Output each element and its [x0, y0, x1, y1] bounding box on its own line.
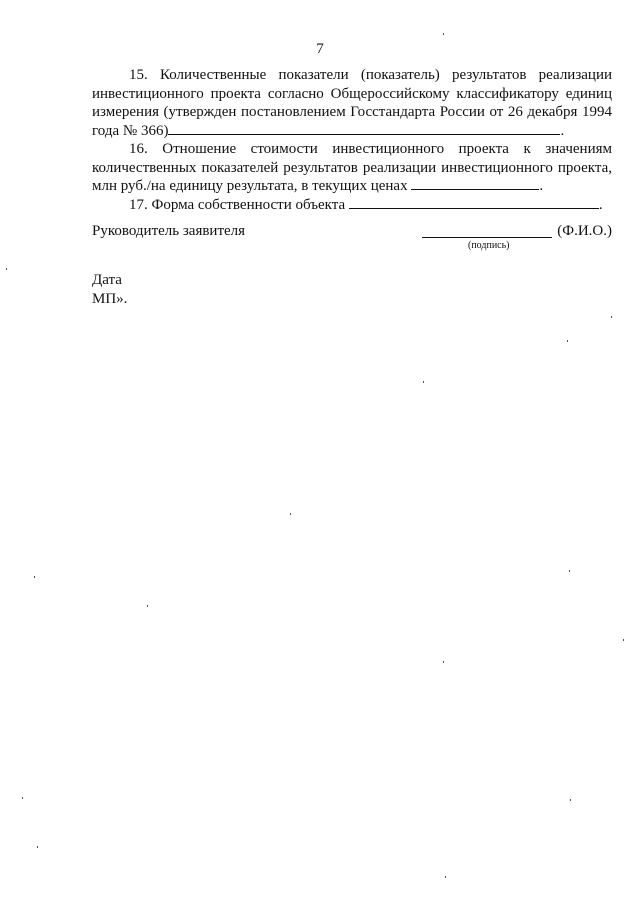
scan-speck	[443, 661, 444, 663]
scan-speck	[443, 33, 444, 35]
page-number: 7	[316, 41, 324, 57]
item-16-end: .	[539, 178, 544, 194]
seal-label: МП».	[92, 290, 128, 307]
item-15-blank	[168, 122, 560, 135]
item-15	[92, 66, 612, 140]
item-16	[92, 140, 612, 196]
item-17-text: 17. Форма собственности объекта	[129, 196, 346, 213]
scan-speck	[623, 639, 624, 641]
signature-row	[92, 223, 612, 243]
fio-label: (Ф.И.О.)	[557, 223, 612, 239]
signature-label: Руководитель заявителя	[92, 223, 246, 239]
scan-speck	[570, 799, 571, 801]
item-16-text: 16. Отношение стоимости инвестиционного проекта к значениям количественных показателей результатов реализации инвестиционного проекта, млн руб./на единицу результата, в текущих ценах	[92, 141, 612, 194]
scan-speck	[22, 797, 23, 799]
signature-line	[422, 237, 552, 238]
footer-block	[92, 271, 127, 308]
item-17	[92, 196, 612, 215]
item-15-end: .	[560, 122, 565, 139]
scan-speck	[569, 570, 570, 572]
date-label: Дата	[92, 272, 122, 288]
scan-speck	[423, 381, 424, 383]
scan-speck	[567, 340, 568, 342]
signature-caption: (подпись)	[468, 240, 510, 251]
scan-speck	[290, 513, 291, 515]
item-15-text: 15. Количественные показатели (показатель) результатов реализации инвестиционного проекта согласно Общероссийскому классификатору единиц измерения (утвержден постановлением Госстандарта России от 26 декабря 1994 года № 366)	[92, 67, 612, 139]
item-17-end: .	[598, 196, 603, 213]
scan-speck	[34, 576, 35, 578]
scan-speck	[611, 316, 612, 318]
item-17-blank	[349, 196, 599, 209]
scan-speck	[147, 605, 148, 607]
scan-speck	[37, 846, 38, 848]
document-body	[92, 66, 612, 214]
item-16-blank	[411, 177, 539, 190]
scan-speck	[445, 876, 446, 878]
scan-speck	[6, 268, 7, 270]
